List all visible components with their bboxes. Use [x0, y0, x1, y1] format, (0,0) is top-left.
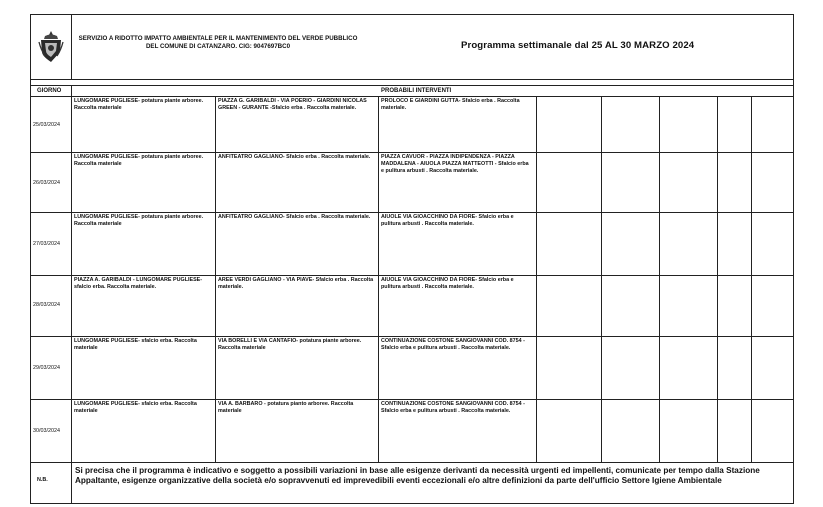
intervention-cell: ANFITEATRO GAGLIANO- Sfalcio erba . Raccolta materiale. — [218, 154, 371, 160]
intervention-cell: PROLOCO E GIARDINI GUTTA- Sfalcio erba . Raccolta materiale. — [381, 98, 520, 112]
logo-box — [31, 15, 72, 79]
intervention-cell: LUNGOMARE PUGLIESE- potatura piante arboree. Raccolta materiale — [74, 214, 204, 228]
note-label: N.B. — [37, 477, 48, 483]
divider — [31, 399, 793, 400]
row-date: 30/03/2024 — [33, 428, 60, 434]
divider — [31, 462, 793, 463]
intervention-cell: ANFITEATRO GAGLIANO- Sfalcio erba . Raccolta materiale. — [218, 214, 371, 220]
intervention-cell: AIUOLE VIA GIOACCHINO DA FIORE- Sfalcio erba e pulitura arbusti . Raccolta materiale. — [381, 214, 514, 228]
column-divider — [378, 96, 379, 462]
divider — [31, 152, 793, 153]
column-divider — [71, 85, 72, 504]
intervention-cell: AREE VERDI GAGLIANO - VIA PIAVE- Sfalcio erba . Raccolta materiale. — [218, 277, 374, 291]
intervention-cell: LUNGOMARE PUGLIESE- potatura piante arboree. Raccolta materiale — [74, 154, 204, 168]
divider — [31, 336, 793, 337]
column-header-interventions: PROBABILI INTERVENTI — [381, 88, 452, 94]
column-divider — [659, 96, 660, 462]
column-divider — [751, 96, 752, 462]
row-date: 28/03/2024 — [33, 302, 60, 308]
divider — [31, 85, 793, 86]
intervention-cell: CONTINUAZIONE COSTONE SANGIOVANNI COD. 8754 -Sfalcio erba e pulitura arbusti . Raccolta materiale. — [381, 338, 525, 352]
column-divider — [536, 96, 537, 462]
column-divider — [215, 96, 216, 462]
row-date: 26/03/2024 — [33, 180, 60, 186]
note-text: Si precisa che il programma è indicativo e soggetto a possibili variazioni in base alle esigenze derivanti da necessità urgenti ed impellenti, comunicate per tempo dalla Stazione Appaltante, esigenze organizzative della società e/o sopravvenuti ed imprevedibili eventi eccezionali e/o altre definizioni da parte dell'ufficio Settore Igiene Ambientale — [75, 466, 760, 485]
column-divider — [717, 96, 718, 462]
row-date: 27/03/2024 — [33, 241, 60, 247]
schedule-sheet — [30, 14, 794, 504]
intervention-cell: AIUOLE VIA GIOACCHINO DA FIORE- Sfalcio erba e pulitura arbusti . Raccolta materiale. — [381, 277, 514, 291]
divider — [31, 212, 793, 213]
intervention-cell: LUNGOMARE PUGLIESE- sfalcio erba. Raccolta materiale — [74, 401, 197, 415]
row-date: 29/03/2024 — [33, 365, 60, 371]
intervention-cell: VIA BORELLI E VIA CANTAFIO- potatura piante arboree. Raccolta materiale — [218, 338, 362, 352]
crest-icon — [38, 30, 64, 64]
program-title: Programma settimanale dal 25 AL 30 MARZO 2024 — [461, 40, 695, 51]
intervention-cell: PIAZZA G. GARIBALDI - VIA POERIO - GIARDINI NICOLAS GREEN - GURANTE -Sfalcio erba . Raccolta materiale. — [218, 98, 367, 112]
row-date: 25/03/2024 — [33, 122, 60, 128]
intervention-cell: VIA A. BARBARO - potatura pianto arboree. Raccolta materiale — [218, 401, 354, 415]
intervention-cell: CONTINUAZIONE COSTONE SANGIOVANNI COD. 8754 -Sfalcio erba e pulitura arbusti . Raccolta materiale. — [381, 401, 525, 415]
column-divider — [601, 96, 602, 462]
divider — [31, 96, 793, 97]
divider — [31, 275, 793, 276]
service-description: SERVIZIO A RIDOTTO IMPATTO AMBIENTALE PER IL MANTENIMENTO DEL VERDE PUBBLICO DEL COMUNE DI CATANZARO. CIG: 9047697BC0 — [78, 35, 358, 50]
intervention-cell: LUNGOMARE PUGLIESE- sfalcio erba. Raccolta materiale — [74, 338, 197, 352]
document-header — [31, 15, 793, 80]
intervention-cell: LUNGOMARE PUGLIESE- potatura piante arboree. Raccolta materiale — [74, 98, 204, 112]
column-header-day: GIORNO — [37, 88, 62, 94]
intervention-cell: PIAZZA CAVUOR - PIAZZA INDIPENDENZA - PIAZZA MADDALENA - AIUOLA PIAZZA MATTEOTTI - Sfalcio erba e pulitura arbusti . Raccolta materiale. — [381, 154, 529, 175]
intervention-cell: PIAZZA A. GARIBALDI - LUNGOMARE PUGLIESE- sfalcio erba. Raccolta materiale. — [74, 277, 203, 291]
